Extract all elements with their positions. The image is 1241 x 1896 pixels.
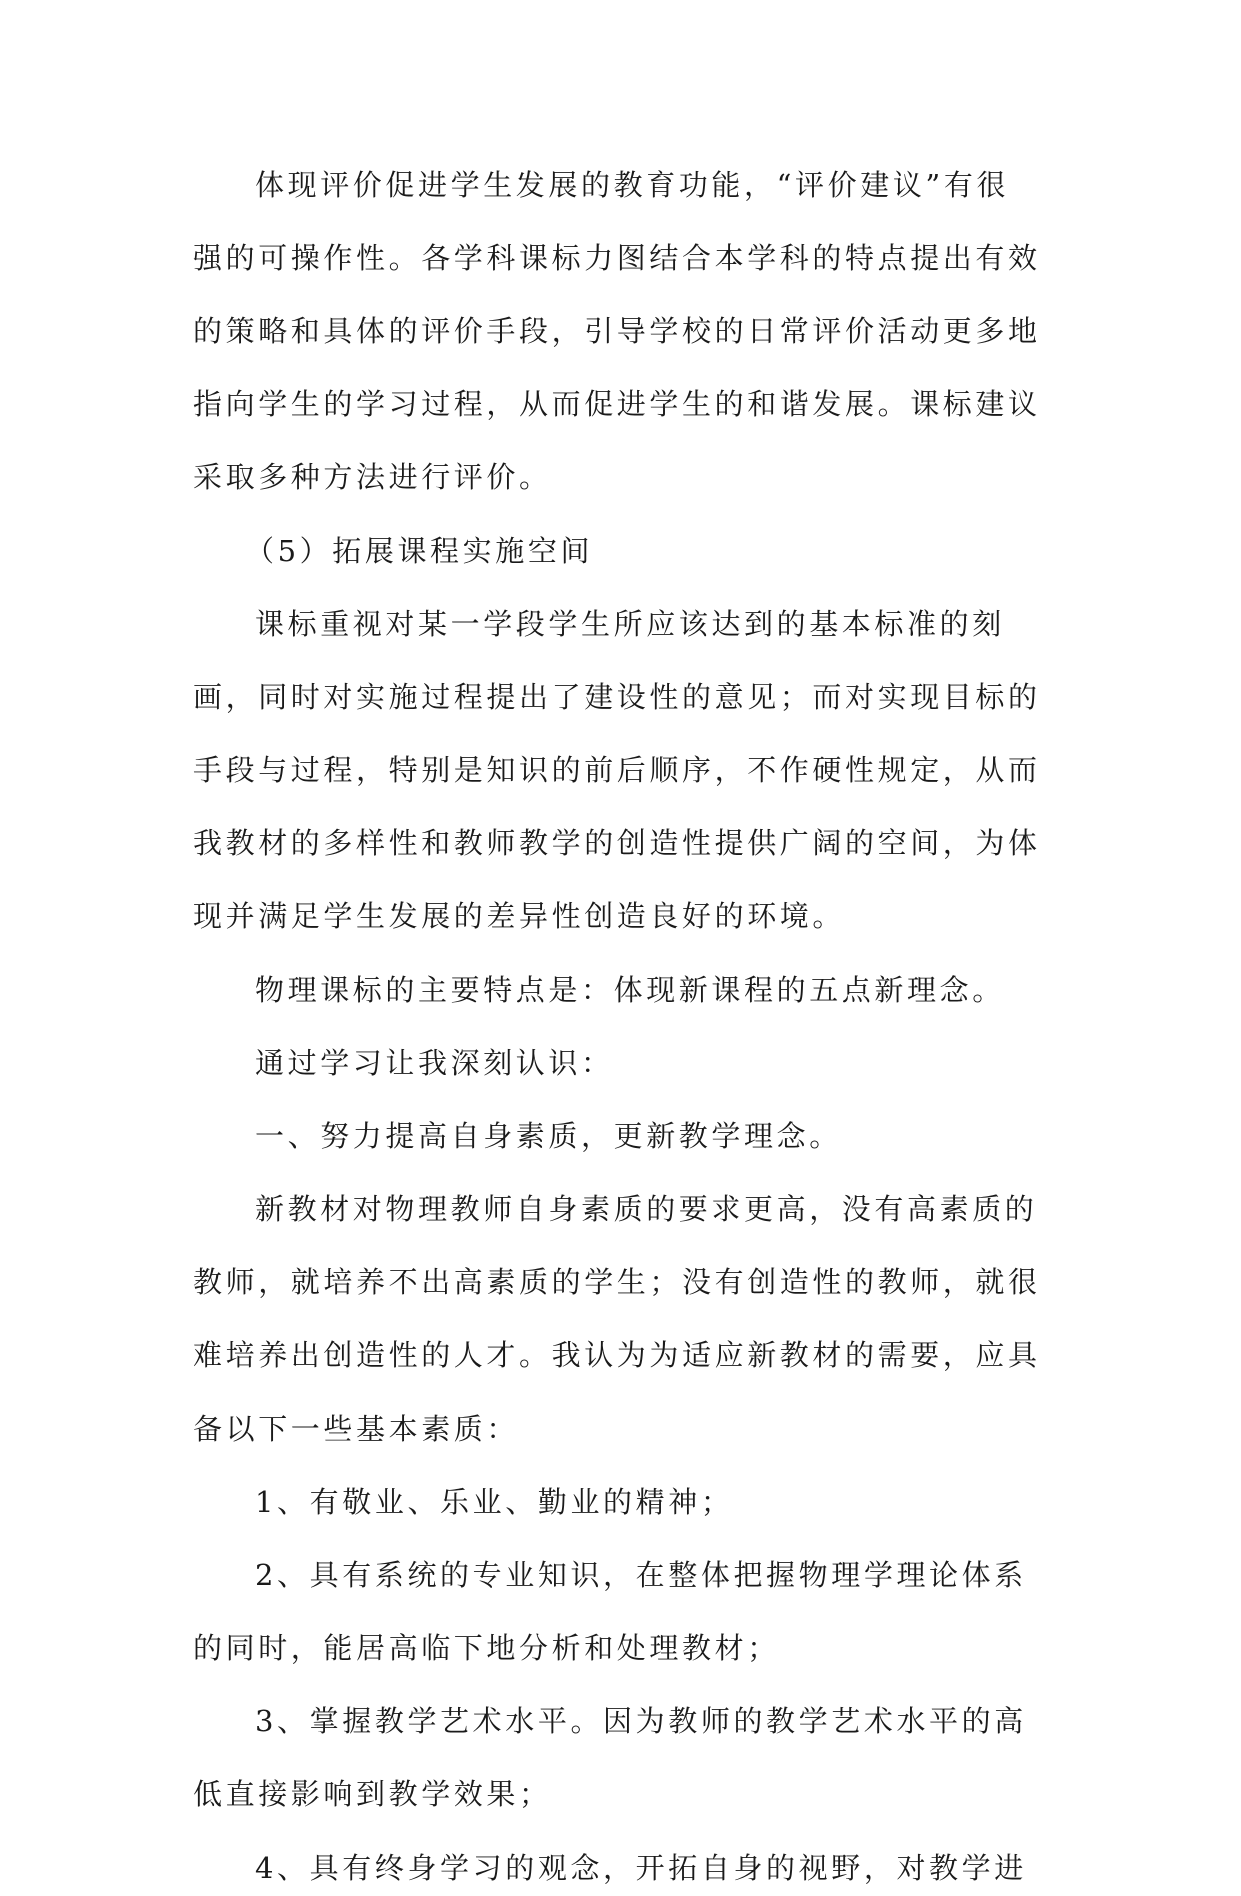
text-line: 教师，就培养不出高素质的学生；没有创造性的教师，就很 (193, 1265, 1041, 1299)
list-item: 2、具有系统的专业知识，在整体把握物理学理论体系 (255, 1558, 1027, 1592)
text-line: 物理课标的主要特点是：体现新课程的五点新理念。 (255, 973, 1005, 1007)
text-line: 画，同时对实施过程提出了建设性的意见；而对实现目标的 (193, 680, 1041, 714)
text-line: 我教材的多样性和教师教学的创造性提供广阔的空间，为体 (193, 826, 1041, 860)
list-item: 1、有敬业、乐业、勤业的精神； (255, 1485, 734, 1519)
text-line: 课标重视对某一学段学生所应该达到的基本标准的刻 (255, 607, 1005, 641)
section-heading: （5）拓展课程实施空间 (245, 534, 594, 568)
text-line: 通过学习让我深刻认识： (255, 1046, 614, 1080)
text-line: 强的可操作性。各学科课标力图结合本学科的特点提出有效 (193, 241, 1041, 275)
text-line: 新教材对物理教师自身素质的要求更高，没有高素质的 (255, 1192, 1038, 1226)
text-line: 采取多种方法进行评价。 (193, 460, 552, 494)
text-line: 体现评价促进学生发展的教育功能，“评价建议”有很 (255, 168, 1010, 202)
text-line: 的策略和具体的评价手段，引导学校的日常评价活动更多地 (193, 314, 1041, 348)
text-line: 现并满足学生发展的差异性创造良好的环境。 (193, 899, 846, 933)
text-line: 备以下一些基本素质： (193, 1412, 520, 1446)
text-line: 难培养出创造性的人才。我认为为适应新教材的需要，应具 (193, 1338, 1041, 1372)
text-line: 的同时，能居高临下地分析和处理教材； (193, 1631, 780, 1665)
text-line: 指向学生的学习过程，从而促进学生的和谐发展。课标建议 (193, 387, 1041, 421)
section-heading: 一、努力提高自身素质，更新教学理念。 (255, 1119, 842, 1153)
list-item: 3、掌握教学艺术水平。因为教师的教学艺术水平的高 (255, 1704, 1027, 1738)
text-line: 手段与过程，特别是知识的前后顺序，不作硬性规定，从而 (193, 753, 1041, 787)
text-line: 低直接影响到教学效果； (193, 1777, 552, 1811)
list-item: 4、具有终身学习的观念，开拓自身的视野，对教学进 (255, 1851, 1027, 1885)
